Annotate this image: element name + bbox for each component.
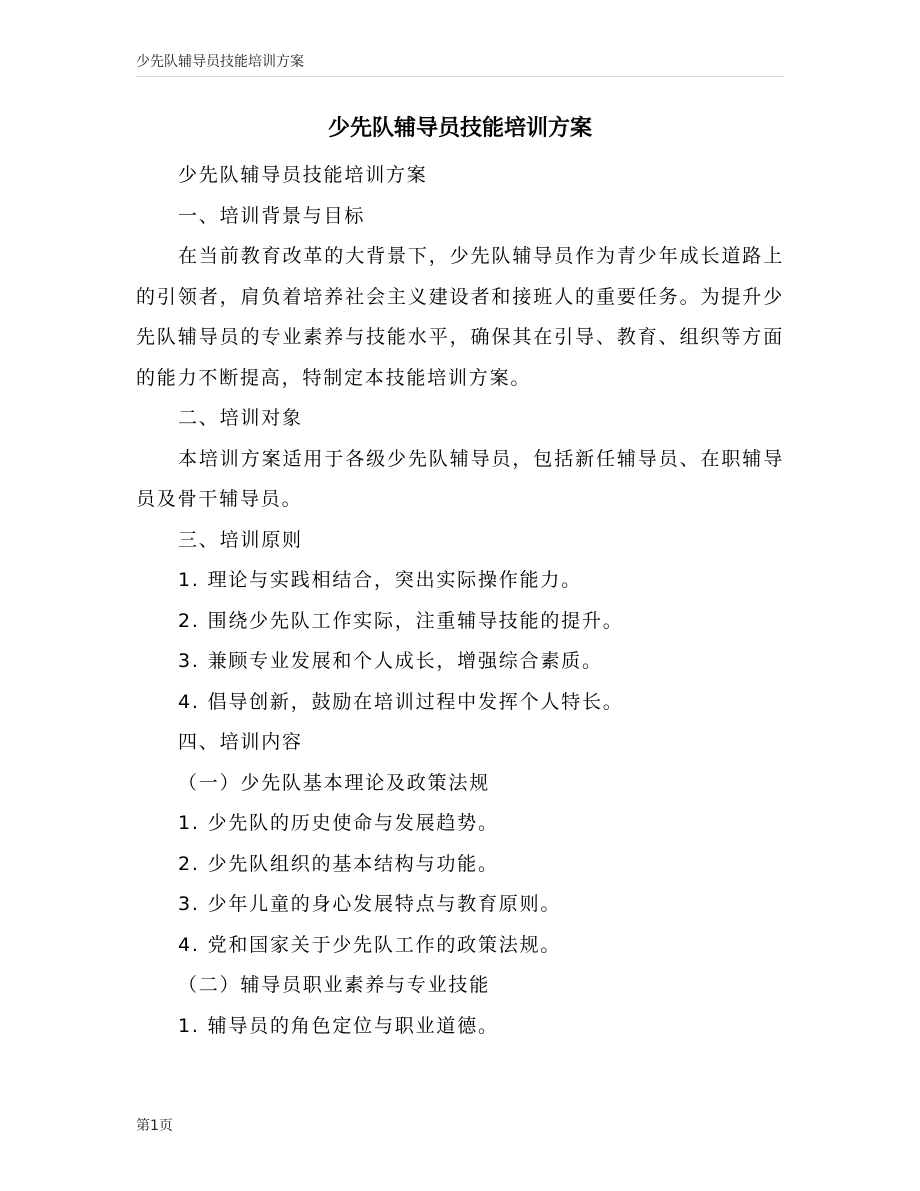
document-title: 少先队辅导员技能培训方案 xyxy=(327,116,592,141)
principle-item-2: 2. 围绕少先队工作实际，注重辅导技能的提升。 xyxy=(178,609,624,632)
theory-item-3: 3. 少年儿童的身心发展特点与教育原则。 xyxy=(178,893,562,915)
skills-item-1: 1. 辅导员的角色定位与职业道德。 xyxy=(178,1014,499,1037)
page-number: 第1页 xyxy=(136,1118,173,1134)
header-divider xyxy=(136,76,784,77)
principle-item-3: 3. 兼顾专业发展和个人成长，增强综合素质。 xyxy=(178,650,603,672)
theory-item-1: 1. 少先队的历史使命与发展趋势。 xyxy=(178,812,499,834)
section-heading-content: 四、培训内容 xyxy=(178,731,303,753)
subsection-heading-skills: （二）辅导员职业素养与专业技能 xyxy=(178,974,491,996)
section-heading-target: 二、培训对象 xyxy=(178,407,303,429)
theory-item-2: 2. 少先队组织的基本结构与功能。 xyxy=(178,852,499,875)
subtitle-line: 少先队辅导员技能培训方案 xyxy=(178,164,428,186)
document-body xyxy=(136,155,784,1046)
running-header: 少先队辅导员技能培训方案 xyxy=(136,54,304,70)
principle-item-4: 4. 倡导创新，鼓励在培训过程中发挥个人特长。 xyxy=(178,690,624,713)
background-paragraph: 在当前教育改革的大背景下，少先队辅导员作为青少年成长道路上的引领者，肩负着培养社会主义建设者和接班人的重要任务。为提升少先队辅导员的专业素养与技能水平，确保其在引导、教育、组织等方面的能力不断提高，特制定本技能培训方案。 xyxy=(136,245,784,389)
target-paragraph: 本培训方案适用于各级少先队辅导员，包括新任辅导员、在职辅导员及骨干辅导员。 xyxy=(136,447,784,510)
section-heading-background: 一、培训背景与目标 xyxy=(178,204,366,227)
principle-item-1: 1. 理论与实践相结合，突出实际操作能力。 xyxy=(178,569,582,591)
subsection-heading-theory: （一）少先队基本理论及政策法规 xyxy=(178,771,491,794)
theory-item-4: 4. 党和国家关于少先队工作的政策法规。 xyxy=(178,933,562,956)
section-heading-principles: 三、培训原则 xyxy=(178,528,303,551)
